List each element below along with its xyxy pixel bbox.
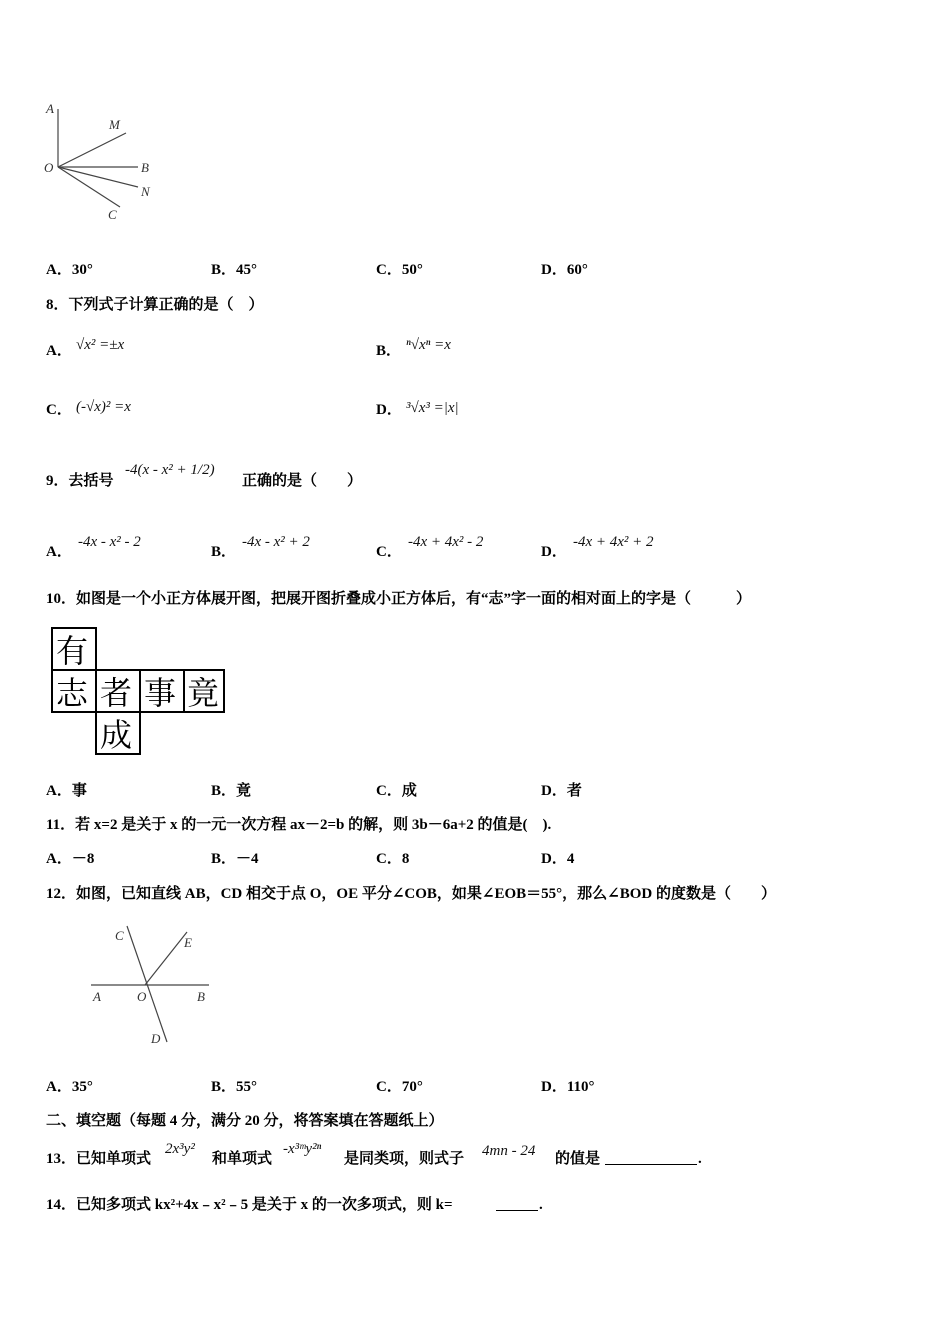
- q8-option-d-label[interactable]: D．: [376, 402, 402, 418]
- q12-label-o: O: [137, 989, 147, 1004]
- q7-label-o: O: [44, 160, 54, 175]
- q9-option-b-label[interactable]: B．: [211, 544, 237, 560]
- q7-label-c: C: [108, 207, 117, 222]
- q7-option-a[interactable]: A．30°: [46, 262, 93, 278]
- q8-option-a-label[interactable]: A．: [46, 343, 72, 359]
- q12-option-d[interactable]: D．110°: [541, 1079, 595, 1095]
- q12-label-e: E: [184, 935, 192, 950]
- q9-option-a-expr: -4x - x² - 2: [78, 534, 141, 550]
- q12-option-a[interactable]: A．35°: [46, 1079, 93, 1095]
- q8-option-c-label[interactable]: C．: [46, 402, 72, 418]
- q10-option-a[interactable]: A．事: [46, 783, 87, 799]
- cube-face-zhe: 者: [100, 674, 133, 712]
- q9-prefix: 9．去括号: [46, 473, 114, 489]
- q7-option-d[interactable]: D．60°: [541, 262, 588, 278]
- q7-label-b: B: [141, 160, 149, 175]
- q12-label-a: A: [93, 989, 101, 1004]
- q9-option-d-expr: -4x + 4x² + 2: [573, 534, 654, 550]
- q12-lines-figure: [85, 918, 215, 1052]
- q13-part-2: 和单项式: [212, 1151, 273, 1167]
- q14-answer-blank[interactable]: [496, 1196, 538, 1211]
- cube-face-cheng: 成: [100, 716, 133, 754]
- q10-option-c[interactable]: C．成: [376, 783, 417, 799]
- q11-option-b[interactable]: B．－4: [211, 851, 259, 867]
- q7-angle-figure: [40, 95, 170, 225]
- q7-label-a: A: [46, 101, 54, 116]
- q9-option-c-label[interactable]: C．: [376, 544, 402, 560]
- q11-stem: 11．若 x=2 是关于 x 的一元一次方程 ax－2=b 的解，则 3b－6a+2 的值是( ).: [46, 817, 552, 833]
- q8-option-b-label[interactable]: B．: [376, 343, 402, 359]
- q8-stem: 8．下列式子计算正确的是（ ）: [46, 297, 264, 313]
- q9-option-b-expr: -4x - x² + 2: [242, 534, 310, 550]
- q13-answer-blank[interactable]: [605, 1150, 697, 1165]
- q7-label-n: N: [141, 184, 150, 199]
- q12-label-c: C: [115, 928, 124, 943]
- cube-face-jing: 竟: [187, 674, 220, 712]
- section-title-fill-in: 二、填空题（每题 4 分，满分 20 分，将答案填在答题纸上）: [46, 1113, 444, 1129]
- q14-part-2: .: [539, 1197, 543, 1213]
- q10-option-b[interactable]: B．竟: [211, 783, 252, 799]
- q9-option-d-label[interactable]: D．: [541, 544, 567, 560]
- q9-suffix: 正确的是（ ）: [242, 473, 363, 489]
- q13-part-3: 是同类项，则式子: [344, 1151, 465, 1167]
- q11-option-d[interactable]: D．4: [541, 851, 575, 867]
- q12-option-c[interactable]: C．70°: [376, 1079, 423, 1095]
- q13-part-1: 13．已知单项式: [46, 1151, 152, 1167]
- q13-monomial-2: -x³ᵐy²ⁿ: [283, 1141, 322, 1157]
- q11-option-c[interactable]: C．8: [376, 851, 410, 867]
- q12-option-b[interactable]: B．55°: [211, 1079, 258, 1095]
- cube-face-zhi: 志: [56, 674, 89, 712]
- q7-label-m: M: [109, 117, 120, 132]
- q12-label-b: B: [197, 989, 205, 1004]
- q13-part-4: 的值是: [555, 1151, 601, 1167]
- q10-cube-net: [48, 624, 230, 758]
- q8-option-b-expr: ⁿ√xⁿ =x: [406, 337, 451, 353]
- q10-option-d[interactable]: D．者: [541, 783, 582, 799]
- q9-option-a-label[interactable]: A．: [46, 544, 72, 560]
- q13-monomial-1: 2x³y²: [165, 1141, 195, 1157]
- q12-stem: 12．如图，已知直线 AB，CD 相交于点 O，OE 平分∠COB，如果∠EOB＝55°，那么∠BOD 的度数是（ ）: [46, 886, 776, 902]
- q7-option-c[interactable]: C．50°: [376, 262, 423, 278]
- q14-part-1: 14．已知多项式 kx²+4x﹣x²﹣5 是关于 x 的一次多项式，则 k=: [46, 1197, 453, 1213]
- q7-option-b[interactable]: B．45°: [211, 262, 258, 278]
- q12-label-d: D: [151, 1031, 161, 1046]
- cube-face-you: 有: [56, 632, 89, 670]
- cube-face-shi: 事: [144, 674, 177, 712]
- q13-expression: 4mn - 24: [482, 1143, 536, 1159]
- q8-option-c-expr: (-√x)² =x: [76, 399, 131, 415]
- q9-option-c-expr: -4x + 4x² - 2: [408, 534, 484, 550]
- q11-option-a[interactable]: A．－8: [46, 851, 95, 867]
- q8-option-d-expr: ³√x³ =|x|: [406, 400, 459, 416]
- q9-expr: -4(x - x² + 1/2): [125, 462, 215, 478]
- q13-part-5: .: [698, 1151, 702, 1167]
- q10-stem: 10．如图是一个小正方体展开图，把展开图折叠成小正方体后，有“志”字一面的相对面上的字是（ ）: [46, 591, 752, 607]
- q8-option-a-expr: √x² =±x: [76, 337, 125, 353]
